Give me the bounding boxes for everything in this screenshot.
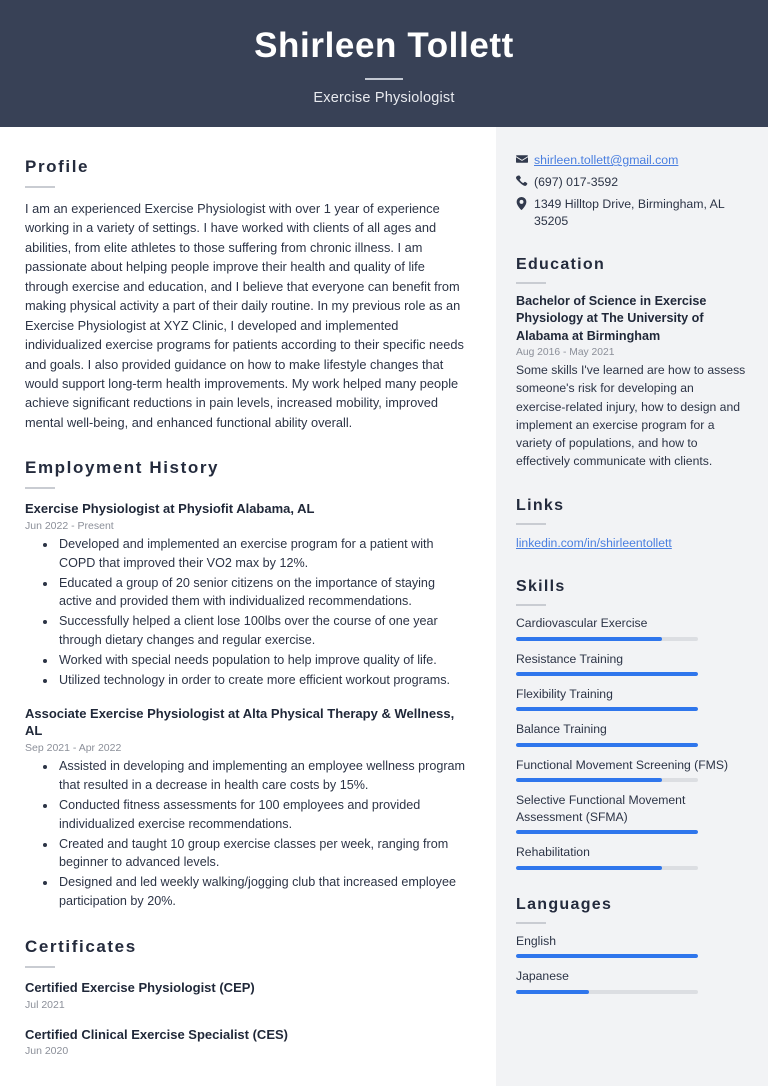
employment-entry: [25, 500, 466, 690]
list-item: • Developed and implemented an exercise program for a patient with COPD that improved their VO2 max by 12%.: [57, 535, 466, 573]
links-heading: Links: [516, 496, 565, 514]
section-divider: [516, 523, 546, 525]
certificate-date: Jun 2020: [25, 1045, 69, 1058]
resume-body: [0, 127, 768, 1086]
skill-label: Flexibility Training: [516, 687, 613, 702]
header-job-title: Exercise Physiologist: [313, 89, 455, 106]
education-section: [516, 256, 746, 471]
contact-email[interactable]: shirleen.tollett@gmail.com: [534, 153, 679, 167]
section-divider: [25, 487, 55, 489]
job-bullets: [25, 535, 466, 690]
skill-bar-fill: [516, 778, 662, 782]
language-bar-fill: [516, 954, 698, 958]
skill-bar-fill: [516, 830, 698, 834]
skill-item: [516, 792, 746, 834]
certificate-entry: [25, 979, 466, 1011]
contact-address: 1349 Hilltop Drive, Birmingham, AL 35205: [534, 196, 725, 228]
certificate-date: Jul 2021: [25, 998, 65, 1011]
skill-label: Functional Movement Screening (FMS): [516, 757, 729, 772]
job-bullets: [25, 757, 466, 911]
list-item: • Successfully helped a client lose 100lbs over the course of one year through dietary changes and regular exercise.: [57, 612, 466, 650]
employment-section: [25, 458, 466, 911]
certificates-heading: Certificates: [25, 937, 137, 957]
skill-bar-track: [516, 637, 698, 641]
skill-bar-track: [516, 778, 698, 782]
education-entry: [516, 293, 746, 471]
language-bar-fill: [516, 990, 589, 994]
skill-bar-track: [516, 707, 698, 711]
degree-dates: Aug 2016 - May 2021: [516, 347, 615, 358]
list-item: • Assisted in developing and implementing an employee wellness program that resulted in a decrease in health care costs by 15%.: [57, 757, 466, 795]
skill-bar-track: [516, 830, 698, 834]
job-dates: Sep 2021 - Apr 2022: [25, 742, 122, 755]
skills-section: [516, 578, 746, 870]
skill-bar-fill: [516, 637, 662, 641]
skill-label: Rehabilitation: [516, 845, 590, 860]
language-bar-track: [516, 954, 698, 958]
envelope-icon: [516, 152, 534, 165]
skill-item: [516, 721, 746, 746]
skill-item: [516, 651, 746, 676]
profile-heading: Profile: [25, 157, 90, 176]
language-label: English: [516, 933, 556, 948]
list-item: • Educated a group of 20 senior citizens on the importance of staying active and provided them with individualized recommendations.: [57, 574, 466, 612]
section-divider: [516, 604, 546, 606]
skill-label: Balance Training: [516, 722, 607, 737]
header-divider: [365, 78, 403, 80]
link-linkedin[interactable]: linkedin.com/in/shirleentollett: [516, 535, 672, 550]
skill-item: [516, 757, 746, 782]
phone-icon: [516, 174, 534, 187]
section-divider: [25, 966, 55, 968]
skill-bar-fill: [516, 707, 698, 711]
skill-label: Cardiovascular Exercise: [516, 616, 648, 631]
sidebar-column: [496, 127, 768, 1086]
main-column: [0, 127, 496, 1086]
skill-label: Selective Functional Movement Assessment (SFMA): [516, 793, 686, 824]
contact-phone-row: [516, 174, 746, 191]
languages-heading: Languages: [516, 895, 613, 913]
skill-bar-track: [516, 672, 698, 676]
map-pin-icon: [516, 196, 534, 210]
job-dates: Jun 2022 - Present: [25, 519, 114, 532]
page-title: Shirleen Tollett: [254, 26, 514, 66]
education-heading: Education: [516, 255, 606, 273]
certificate-title: Certified Exercise Physiologist (CEP): [25, 980, 255, 996]
language-bar-track: [516, 990, 698, 994]
skills-heading: Skills: [516, 578, 566, 596]
certificates-section: [25, 937, 466, 1057]
contact-block: [516, 152, 746, 230]
language-item: [516, 968, 746, 993]
certificate-title: Certified Clinical Exercise Specialist (CES): [25, 1026, 288, 1042]
certificate-entry: [25, 1026, 466, 1058]
skill-bar-fill: [516, 743, 698, 747]
skill-item: [516, 615, 746, 640]
profile-section: [25, 157, 466, 432]
section-divider: [25, 186, 55, 188]
section-divider: [516, 922, 546, 924]
skill-item: [516, 686, 746, 711]
skill-label: Resistance Training: [516, 651, 624, 666]
languages-section: [516, 896, 746, 994]
skill-bar-fill: [516, 672, 698, 676]
list-item: • Worked with special needs population to help improve quality of life.: [57, 651, 466, 670]
skill-bar-track: [516, 866, 698, 870]
contact-address-row: [516, 196, 746, 230]
language-item: [516, 933, 746, 958]
employment-entry: [25, 705, 466, 911]
job-title: Exercise Physiologist at Physiofit Alabama, AL: [25, 501, 315, 517]
skill-bar-track: [516, 743, 698, 747]
resume-header: [0, 0, 768, 127]
contact-email-row[interactable]: [516, 152, 746, 169]
list-item: • Utilized technology in order to create more efficient workout programs.: [57, 671, 466, 690]
profile-text: I am an experienced Exercise Physiologist with over 1 year of experience working in a variety of settings. I have worked with clients of all ages and abilities, from elite athletes to those suffering from chronic illness. I am passionate about helping people improve their health and quality of life through exercise and education, and I believe that everyone can benefit from making physical activity a part of their daily routine. In my previous role as an Exercise Physiologist at XYZ Clinic, I developed and implemented individualized exercise programs for patients according to their specific needs and goals. I also provided guidance on how to make lifestyle changes that would support long-term health improvements. My work helped many people achieve significant reductions in pain levels, increased mobility, improved mental well-being, and enhanced functional ability overall.: [25, 201, 464, 430]
list-item: • Designed and led weekly walking/jogging club that increased employee participation by 20%.: [57, 873, 466, 911]
language-label: Japanese: [516, 969, 569, 984]
skill-item: [516, 844, 746, 869]
links-section: [516, 497, 746, 552]
degree-description: Some skills I've learned are how to assess someone's risk for developing an exercise-related injury, how to design and implement an exercise program for a variety of populations, and how to effectively communicate with clients.: [516, 363, 746, 469]
contact-phone: (697) 017-3592: [534, 174, 619, 189]
list-item: • Conducted fitness assessments for 100 employees and provided individualized exercise recommendations.: [57, 796, 466, 834]
employment-heading: Employment History: [25, 458, 220, 478]
section-divider: [516, 282, 546, 284]
skill-bar-fill: [516, 866, 662, 870]
list-item: • Created and taught 10 group exercise classes per week, ranging from beginner to advanced levels.: [57, 835, 466, 873]
degree-title: Bachelor of Science in Exercise Physiology at The University of Alabama at Birmingham: [516, 293, 707, 343]
job-title: Associate Exercise Physiologist at Alta Physical Therapy & Wellness, AL: [25, 705, 455, 739]
